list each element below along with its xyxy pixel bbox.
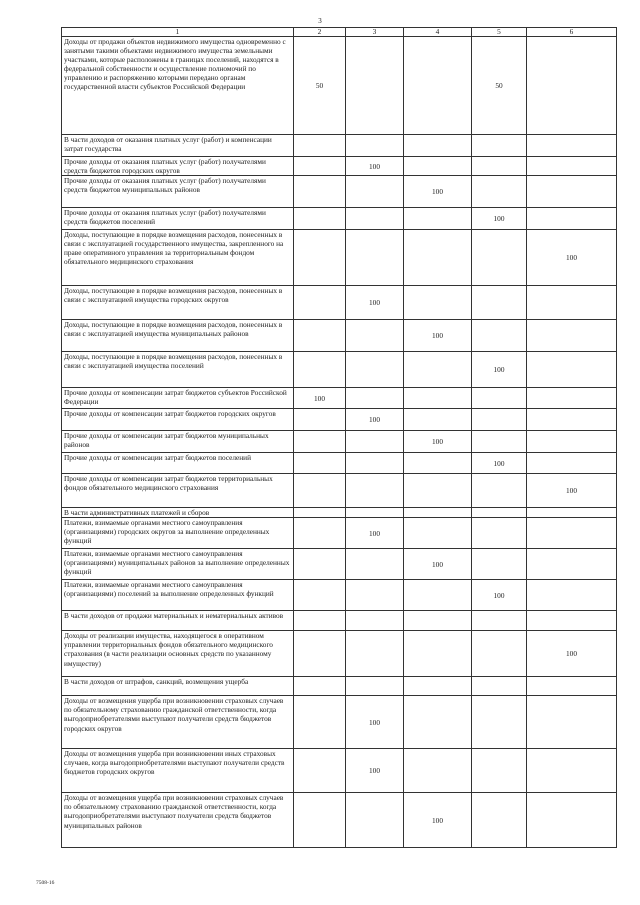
share-cell-c2 [294, 352, 346, 388]
share-cell-c3: 100 [346, 749, 404, 793]
share-cell-c3: 100 [346, 286, 404, 320]
table-row [62, 631, 617, 677]
row-description: Прочие доходы от компенсации затрат бюджетов субъектов Российской Федерации [62, 388, 294, 409]
share-cell-c5 [472, 549, 527, 580]
column-header: 4 [404, 28, 472, 37]
share-cell-c3 [346, 352, 404, 388]
share-cell-c5 [472, 135, 527, 157]
share-cell-c2 [294, 431, 346, 453]
table-header-row [62, 28, 617, 37]
row-description: Прочие доходы от компенсации затрат бюджетов поселений [62, 453, 294, 474]
share-cell-c6 [527, 352, 617, 388]
share-cell-c6 [527, 580, 617, 611]
footer-code: 7508-16 [36, 880, 55, 886]
row-description: Доходы от возмещения ущерба при возникновении страховых случаев по обязательному страхованию гражданской ответственности, когда выгодоприобретателями выступают получатели средств бюджетов муниципальных районов [62, 793, 294, 848]
share-cell-c2 [294, 320, 346, 352]
share-cell-c2 [294, 518, 346, 549]
share-cell-c5 [472, 677, 527, 696]
share-cell-c4 [404, 508, 472, 518]
share-cell-c3 [346, 135, 404, 157]
share-cell-c2 [294, 157, 346, 176]
table-row [62, 474, 617, 508]
share-cell-c3 [346, 677, 404, 696]
share-cell-c3 [346, 388, 404, 409]
share-cell-c3 [346, 230, 404, 286]
table-row [62, 518, 617, 549]
share-cell-c4 [404, 388, 472, 409]
row-description: Доходы, поступающие в порядке возмещения расходов, понесенных в связи с эксплуатацией имущества городских округов [62, 286, 294, 320]
share-cell-c4 [404, 230, 472, 286]
share-cell-c3 [346, 611, 404, 631]
row-description: Доходы от возмещения ущерба при возникновении страховых случаев по обязательному страхованию гражданской ответственности, когда выгодоприобретателями выступают получатели средств бюджетов городских округов [62, 696, 294, 749]
share-cell-c6 [527, 135, 617, 157]
table-row [62, 549, 617, 580]
row-description: Прочие доходы от оказания платных услуг (работ) получателями средств бюджетов поселений [62, 208, 294, 230]
column-header: 1 [62, 28, 294, 37]
share-cell-c5 [472, 793, 527, 848]
table-row [62, 37, 617, 135]
share-cell-c6 [527, 611, 617, 631]
row-description: Доходы, поступающие в порядке возмещения расходов, понесенных в связи с эксплуатацией имущества поселений [62, 352, 294, 388]
row-description: Прочие доходы от компенсации затрат бюджетов территориальных фондов обязательного медицинского страхования [62, 474, 294, 508]
share-cell-c5 [472, 611, 527, 631]
share-cell-c3 [346, 580, 404, 611]
row-description: В части доходов от продажи материальных и нематериальных активов [62, 611, 294, 631]
table-row [62, 453, 617, 474]
share-cell-c4 [404, 409, 472, 431]
share-cell-c3 [346, 208, 404, 230]
share-cell-c2 [294, 611, 346, 631]
row-description: Доходы от продажи объектов недвижимого имущества одновременно с занятыми такими объектами недвижимого имущества земельными участками, которые расположены в границах поселений, находятся в федеральной собственности и осуществление полномочий по управлению и распоряжению которыми передано органам государственной власти субъектов Российской Федерации [62, 37, 294, 135]
share-cell-c5 [472, 286, 527, 320]
share-cell-c6 [527, 37, 617, 135]
share-cell-c3 [346, 508, 404, 518]
share-cell-c6 [527, 508, 617, 518]
table-row [62, 286, 617, 320]
share-cell-c3: 100 [346, 518, 404, 549]
row-description: Прочие доходы от оказания платных услуг (работ) получателями средств бюджетов городских округов [62, 157, 294, 176]
share-cell-c2 [294, 677, 346, 696]
column-header: 2 [294, 28, 346, 37]
share-cell-c6 [527, 208, 617, 230]
share-cell-c5: 100 [472, 208, 527, 230]
share-cell-c2 [294, 580, 346, 611]
share-cell-c5 [472, 474, 527, 508]
table-row [62, 230, 617, 286]
share-cell-c3 [346, 631, 404, 677]
share-cell-c5 [472, 409, 527, 431]
column-header: 3 [346, 28, 404, 37]
share-cell-c4 [404, 157, 472, 176]
table-row [62, 508, 617, 518]
share-cell-c6 [527, 749, 617, 793]
share-cell-c2 [294, 208, 346, 230]
table-row [62, 409, 617, 431]
table-row [62, 677, 617, 696]
share-cell-c4: 100 [404, 793, 472, 848]
row-description: В части административных платежей и сборов [62, 508, 294, 518]
share-cell-c4 [404, 749, 472, 793]
share-cell-c5: 100 [472, 580, 527, 611]
row-description: Прочие доходы от оказания платных услуг (работ) получателями средств бюджетов муниципальных районов [62, 176, 294, 208]
share-cell-c5 [472, 176, 527, 208]
page-number: 3 [318, 17, 322, 25]
share-cell-c5 [472, 431, 527, 453]
share-cell-c4: 100 [404, 320, 472, 352]
share-cell-c5 [472, 508, 527, 518]
share-cell-c3: 100 [346, 696, 404, 749]
share-cell-c2 [294, 749, 346, 793]
table-row [62, 793, 617, 848]
share-cell-c5 [472, 518, 527, 549]
share-cell-c2 [294, 793, 346, 848]
share-cell-c3: 100 [346, 157, 404, 176]
table-row [62, 696, 617, 749]
row-description: Доходы, поступающие в порядке возмещения расходов, понесенных в связи с эксплуатацией имущества муниципальных районов [62, 320, 294, 352]
row-description: В части доходов от штрафов, санкций, возмещения ущерба [62, 677, 294, 696]
share-cell-c2 [294, 176, 346, 208]
share-cell-c4 [404, 453, 472, 474]
share-cell-c5 [472, 320, 527, 352]
share-cell-c4 [404, 135, 472, 157]
row-description: Доходы, поступающие в порядке возмещения расходов, понесенных в связи с эксплуатацией государственного имущества, закрепленного на праве оперативного управления за территориальным фондом обязательного медицинского страхования [62, 230, 294, 286]
row-description: Прочие доходы от компенсации затрат бюджетов городских округов [62, 409, 294, 431]
table-row [62, 352, 617, 388]
share-cell-c2 [294, 474, 346, 508]
share-cell-c5 [472, 631, 527, 677]
share-cell-c4: 100 [404, 176, 472, 208]
share-cell-c2 [294, 135, 346, 157]
table-row [62, 388, 617, 409]
share-cell-c6 [527, 388, 617, 409]
share-cell-c4: 100 [404, 549, 472, 580]
column-header: 5 [472, 28, 527, 37]
share-cell-c2 [294, 696, 346, 749]
share-cell-c6 [527, 176, 617, 208]
share-cell-c6: 100 [527, 474, 617, 508]
column-header: 6 [527, 28, 617, 37]
row-description: Прочие доходы от компенсации затрат бюджетов муниципальных районов [62, 431, 294, 453]
share-cell-c3 [346, 549, 404, 580]
share-cell-c6 [527, 549, 617, 580]
share-cell-c4 [404, 677, 472, 696]
share-cell-c4 [404, 518, 472, 549]
row-description: Платежи, взимаемые органами местного самоуправления (организациями) муниципальных районов за выполнение определенных функций [62, 549, 294, 580]
share-cell-c5: 100 [472, 352, 527, 388]
table-row [62, 208, 617, 230]
row-description: В части доходов от оказания платных услуг (работ) и компенсации затрат государства [62, 135, 294, 157]
share-cell-c6: 100 [527, 230, 617, 286]
share-cell-c3: 100 [346, 409, 404, 431]
share-cell-c3 [346, 320, 404, 352]
revenue-distribution-table [61, 27, 617, 848]
share-cell-c2 [294, 230, 346, 286]
share-cell-c5: 100 [472, 453, 527, 474]
share-cell-c4 [404, 208, 472, 230]
share-cell-c2 [294, 409, 346, 431]
share-cell-c6 [527, 320, 617, 352]
table-row [62, 431, 617, 453]
share-cell-c3 [346, 793, 404, 848]
share-cell-c4: 100 [404, 431, 472, 453]
row-description: Платежи, взимаемые органами местного самоуправления (организациями) городских округов за выполнение определенных функций [62, 518, 294, 549]
share-cell-c6 [527, 453, 617, 474]
share-cell-c3 [346, 453, 404, 474]
share-cell-c4 [404, 474, 472, 508]
table-row [62, 611, 617, 631]
table-row [62, 135, 617, 157]
share-cell-c6: 100 [527, 631, 617, 677]
row-description: Доходы от реализации имущества, находящегося в оперативном управлении территориальных фондов обязательного медицинского страхования (в части реализации основных средств по указанному имуществу) [62, 631, 294, 677]
table-row [62, 580, 617, 611]
share-cell-c5 [472, 230, 527, 286]
share-cell-c5 [472, 749, 527, 793]
table-row [62, 749, 617, 793]
share-cell-c5 [472, 388, 527, 409]
share-cell-c5: 50 [472, 37, 527, 135]
share-cell-c3 [346, 431, 404, 453]
share-cell-c2 [294, 631, 346, 677]
share-cell-c4 [404, 286, 472, 320]
share-cell-c6 [527, 518, 617, 549]
share-cell-c4 [404, 696, 472, 749]
share-cell-c2 [294, 508, 346, 518]
share-cell-c6 [527, 286, 617, 320]
share-cell-c4 [404, 352, 472, 388]
share-cell-c3 [346, 474, 404, 508]
share-cell-c6 [527, 431, 617, 453]
table-row [62, 320, 617, 352]
table-row [62, 157, 617, 176]
share-cell-c6 [527, 696, 617, 749]
share-cell-c5 [472, 696, 527, 749]
row-description: Платежи, взимаемые органами местного самоуправления (организациями) поселений за выполнение определенных функций [62, 580, 294, 611]
share-cell-c2 [294, 549, 346, 580]
share-cell-c3 [346, 176, 404, 208]
share-cell-c4 [404, 580, 472, 611]
share-cell-c6 [527, 793, 617, 848]
share-cell-c4 [404, 631, 472, 677]
share-cell-c4 [404, 611, 472, 631]
share-cell-c3 [346, 37, 404, 135]
table-row [62, 176, 617, 208]
share-cell-c2 [294, 453, 346, 474]
share-cell-c4 [404, 37, 472, 135]
share-cell-c5 [472, 157, 527, 176]
share-cell-c6 [527, 409, 617, 431]
share-cell-c6 [527, 677, 617, 696]
share-cell-c2: 50 [294, 37, 346, 135]
share-cell-c6 [527, 157, 617, 176]
share-cell-c2: 100 [294, 388, 346, 409]
share-cell-c2 [294, 286, 346, 320]
row-description: Доходы от возмещения ущерба при возникновении иных страховых случаев, когда выгодоприобретателями выступают получатели средств бюджетов городских округов [62, 749, 294, 793]
